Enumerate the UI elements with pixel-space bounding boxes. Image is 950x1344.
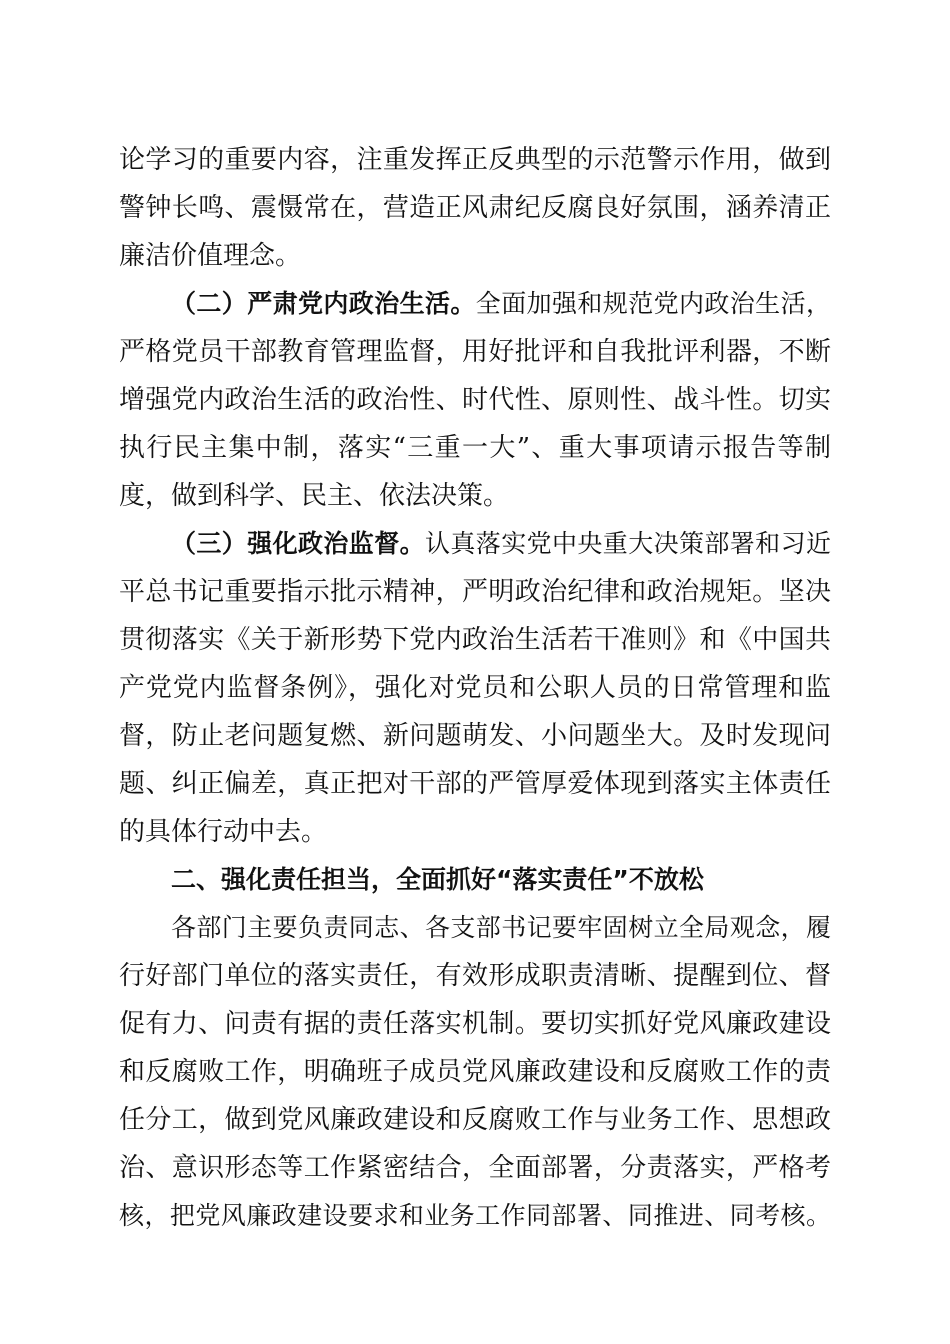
text-line: 严格党员干部教育管理监督，用好批评和自我批评利器，不断 xyxy=(119,337,831,367)
text-line: 警钟长鸣、震慑常在，营造正风肃纪反腐良好氛围，涵养清正 xyxy=(119,193,831,223)
text-line: 题、纠正偏差，真正把对干部的严管厚爱体现到落实主体责任 xyxy=(119,769,831,799)
text-line: 执行民主集中制，落实“三重一大”、重大事项请示报告等制 xyxy=(119,433,831,463)
text-line: 任分工，做到党风廉政建设和反腐败工作与业务工作、思想政 xyxy=(119,1105,831,1135)
text-line: 促有力、问责有据的责任落实机制。要切实抓好党风廉政建设 xyxy=(119,1009,831,1039)
text-line: 核，把党风廉政建设要求和业务工作同部署、同推进、同考核。 xyxy=(119,1201,831,1230)
text-line: 各部门主要负责同志、各支部书记要牢固树立全局观念，履 xyxy=(171,913,831,942)
text-line: 治、意识形态等工作紧密结合，全面部署，分责落实，严格考 xyxy=(119,1153,831,1183)
section-2-first-rest: 全面加强和规范党内政治生活， xyxy=(475,289,831,318)
section-3-first-line xyxy=(171,522,831,566)
text-line: 产党党内监督条例》，强化对党员和公职人员的日常管理和监 xyxy=(119,673,831,703)
section-2-first-line xyxy=(171,282,831,326)
text-line: 行好部门单位的落实责任，有效形成职责清晰、提醒到位、督 xyxy=(119,961,831,991)
text-line: 廉洁价值理念。 xyxy=(119,241,302,271)
text-line: 增强党内政治生活的政治性、时代性、原则性、战斗性。切实 xyxy=(119,385,831,415)
text-line: 的具体行动中去。 xyxy=(119,817,328,847)
section-3-lead: （三）强化政治监督。 xyxy=(171,529,425,558)
text-line: 督，防止老问题复燃、新问题萌发、小问题坐大。及时发现问 xyxy=(119,721,831,751)
section-3-first-rest: 认真落实党中央重大决策部署和习近 xyxy=(425,529,831,558)
section-2-lead: （二）严肃党内政治生活。 xyxy=(171,289,476,318)
text-line: 贯彻落实《关于新形势下党内政治生活若干准则》和《中国共 xyxy=(119,625,831,655)
text-line: 平总书记重要指示批示精神，严明政治纪律和政治规矩。坚决 xyxy=(119,577,831,607)
text-line: 和反腐败工作，明确班子成员党风廉政建设和反腐败工作的责 xyxy=(119,1057,831,1087)
text-line: 论学习的重要内容，注重发挥正反典型的示范警示作用，做到 xyxy=(119,145,831,175)
section-heading: 二、强化责任担当，全面抓好“落实责任”不放松 xyxy=(171,865,704,894)
text-line: 度，做到科学、民主、依法决策。 xyxy=(119,481,510,511)
